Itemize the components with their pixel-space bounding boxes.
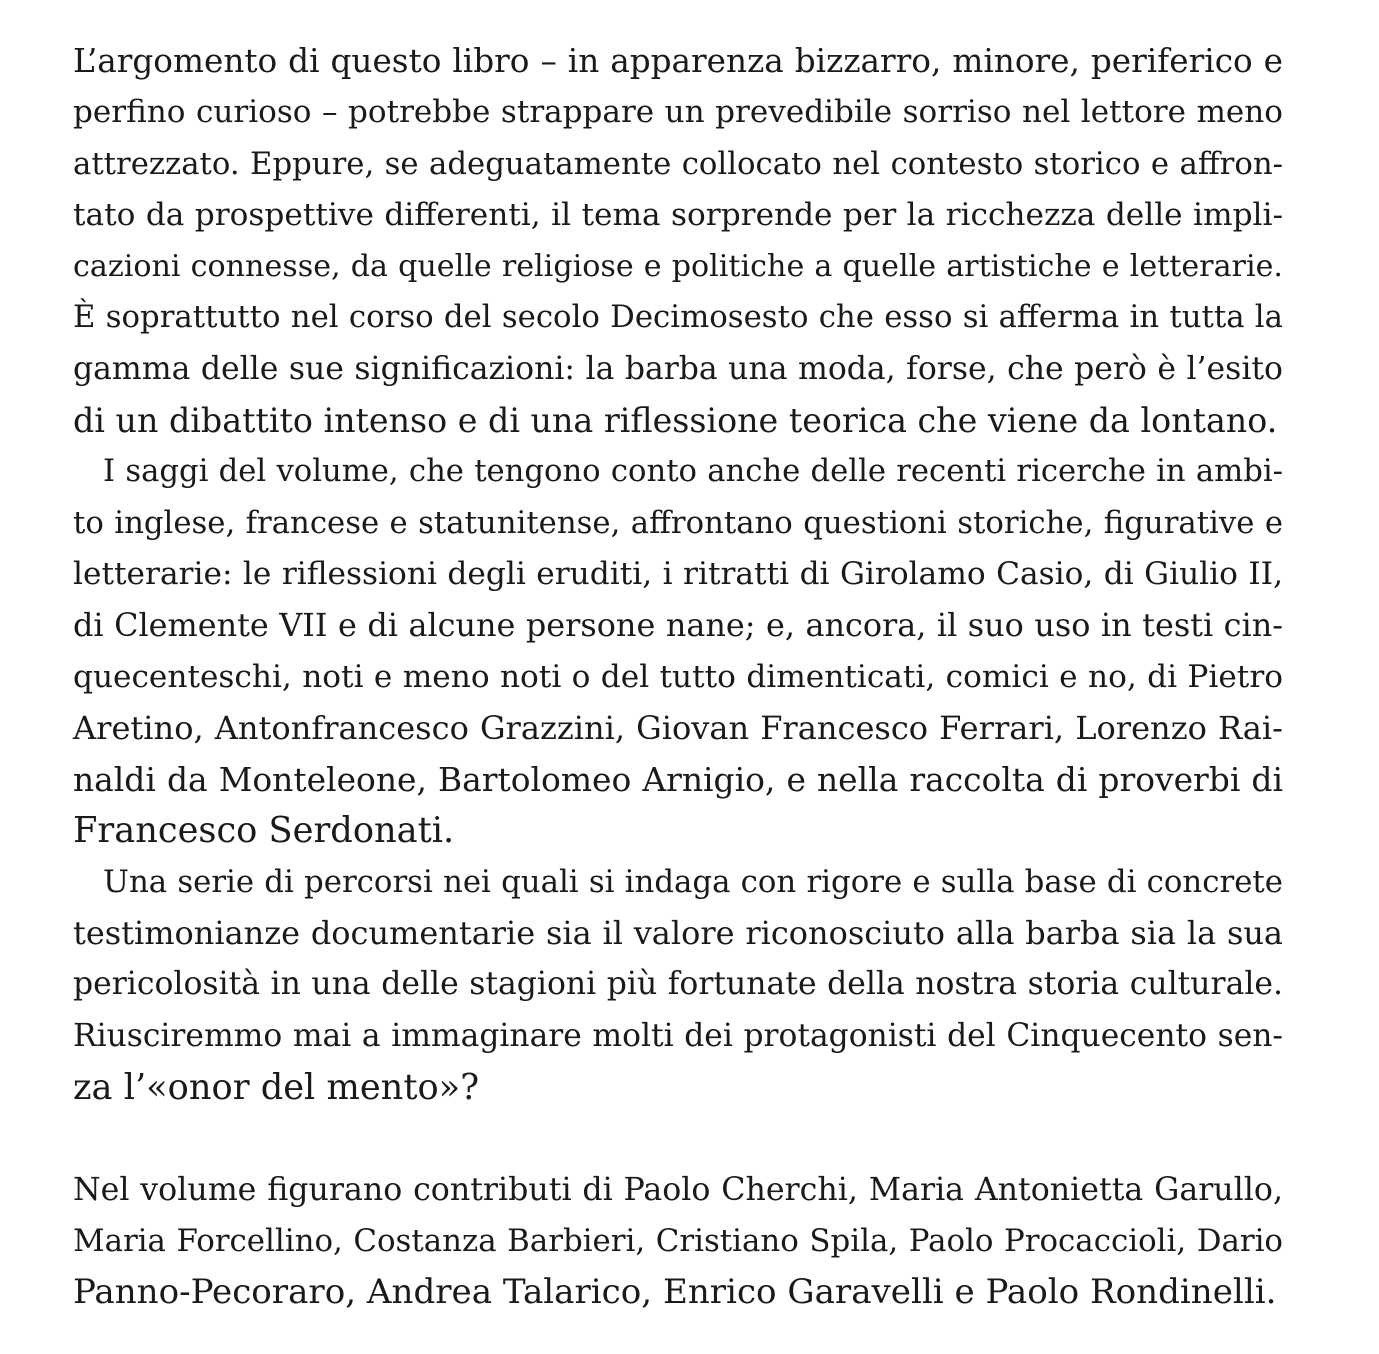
text-line: perfino curioso – potrebbe strappare un prevedibile sorriso nel lettore meno — [73, 94, 1283, 131]
text-line: Aretino, Antonfrancesco Grazzini, Giovan Francesco Ferrari, Lorenzo Rai- — [73, 708, 1283, 747]
text-line: letterarie: le riflessioni degli eruditi, i ritratti di Girolamo Casio, di Giulio II, — [73, 555, 1283, 592]
paragraph-contributors — [73, 1165, 1283, 1319]
text-line: to inglese, francese e statunitense, affrontano questioni storiche, figurative e — [73, 504, 1283, 541]
paragraph-spacer — [73, 1113, 1283, 1164]
text-line: Panno-Pecoraro, Andrea Talarico, Enrico Garavelli e Paolo Rondinelli. — [73, 1272, 1277, 1313]
text-line: L’argomento di questo libro – in apparenza bizzarro, minore, periferico e — [73, 42, 1283, 80]
text-line: pericolosità in una delle stagioni più fortunate della nostra storia culturale. — [73, 966, 1283, 1003]
book-blurb — [73, 36, 1283, 1318]
text-line: tato da prospettive differenti, il tema sorprende per la ricchezza delle impli- — [73, 196, 1283, 233]
text-line: quecenteschi, noti e meno noti o del tutto dimenticati, comici e no, di Pietro — [73, 658, 1283, 695]
text-line: Riusciremmo mai a immaginare molti dei protagonisti del Cinquecento sen- — [73, 1017, 1283, 1054]
paragraph-essays — [73, 446, 1283, 856]
text-line: Maria Forcellino, Costanza Barbieri, Cristiano Spila, Paolo Procaccioli, Dario — [73, 1222, 1283, 1259]
text-line: Francesco Serdonati. — [73, 810, 455, 852]
text-line: za l’«onor del mento»? — [73, 1066, 480, 1108]
text-line: di Clemente VII e di alcune persone nane; e, ancora, il suo uso in testi cin- — [73, 606, 1283, 645]
text-line: testimonianze documentarie sia il valore riconosciuto alla barba sia la sua — [73, 914, 1283, 953]
text-line: È soprattutto nel corso del secolo Decimosesto che esso si afferma in tutta la — [73, 299, 1283, 336]
text-line: di un dibattito intenso e di una riflessione teorica che viene da lontano. — [73, 401, 1278, 441]
paragraph-conclusion — [73, 857, 1283, 1113]
text-line: Nel volume figurano contributi di Paolo Cherchi, Maria Antonietta Garullo, — [73, 1171, 1283, 1208]
text-line: Una serie di percorsi nei quali si indaga con rigore e sulla base di concrete — [103, 863, 1283, 900]
text-line: cazioni connesse, da quelle religiose e politiche a quelle artistiche e letterarie. — [73, 249, 1283, 285]
text-line: gamma delle sue significazioni: la barba una moda, forse, che però è l’esito — [73, 350, 1283, 387]
text-line: I saggi del volume, che tengono conto anche delle recenti ricerche in ambi- — [103, 454, 1283, 490]
text-line: attrezzato. Eppure, se adeguatamente collocato nel contesto storico e affron- — [73, 145, 1283, 182]
text-line: naldi da Monteleone, Bartolomeo Arnigio, e nella raccolta di proverbi di — [73, 760, 1283, 800]
paragraph-introduction — [73, 36, 1283, 446]
